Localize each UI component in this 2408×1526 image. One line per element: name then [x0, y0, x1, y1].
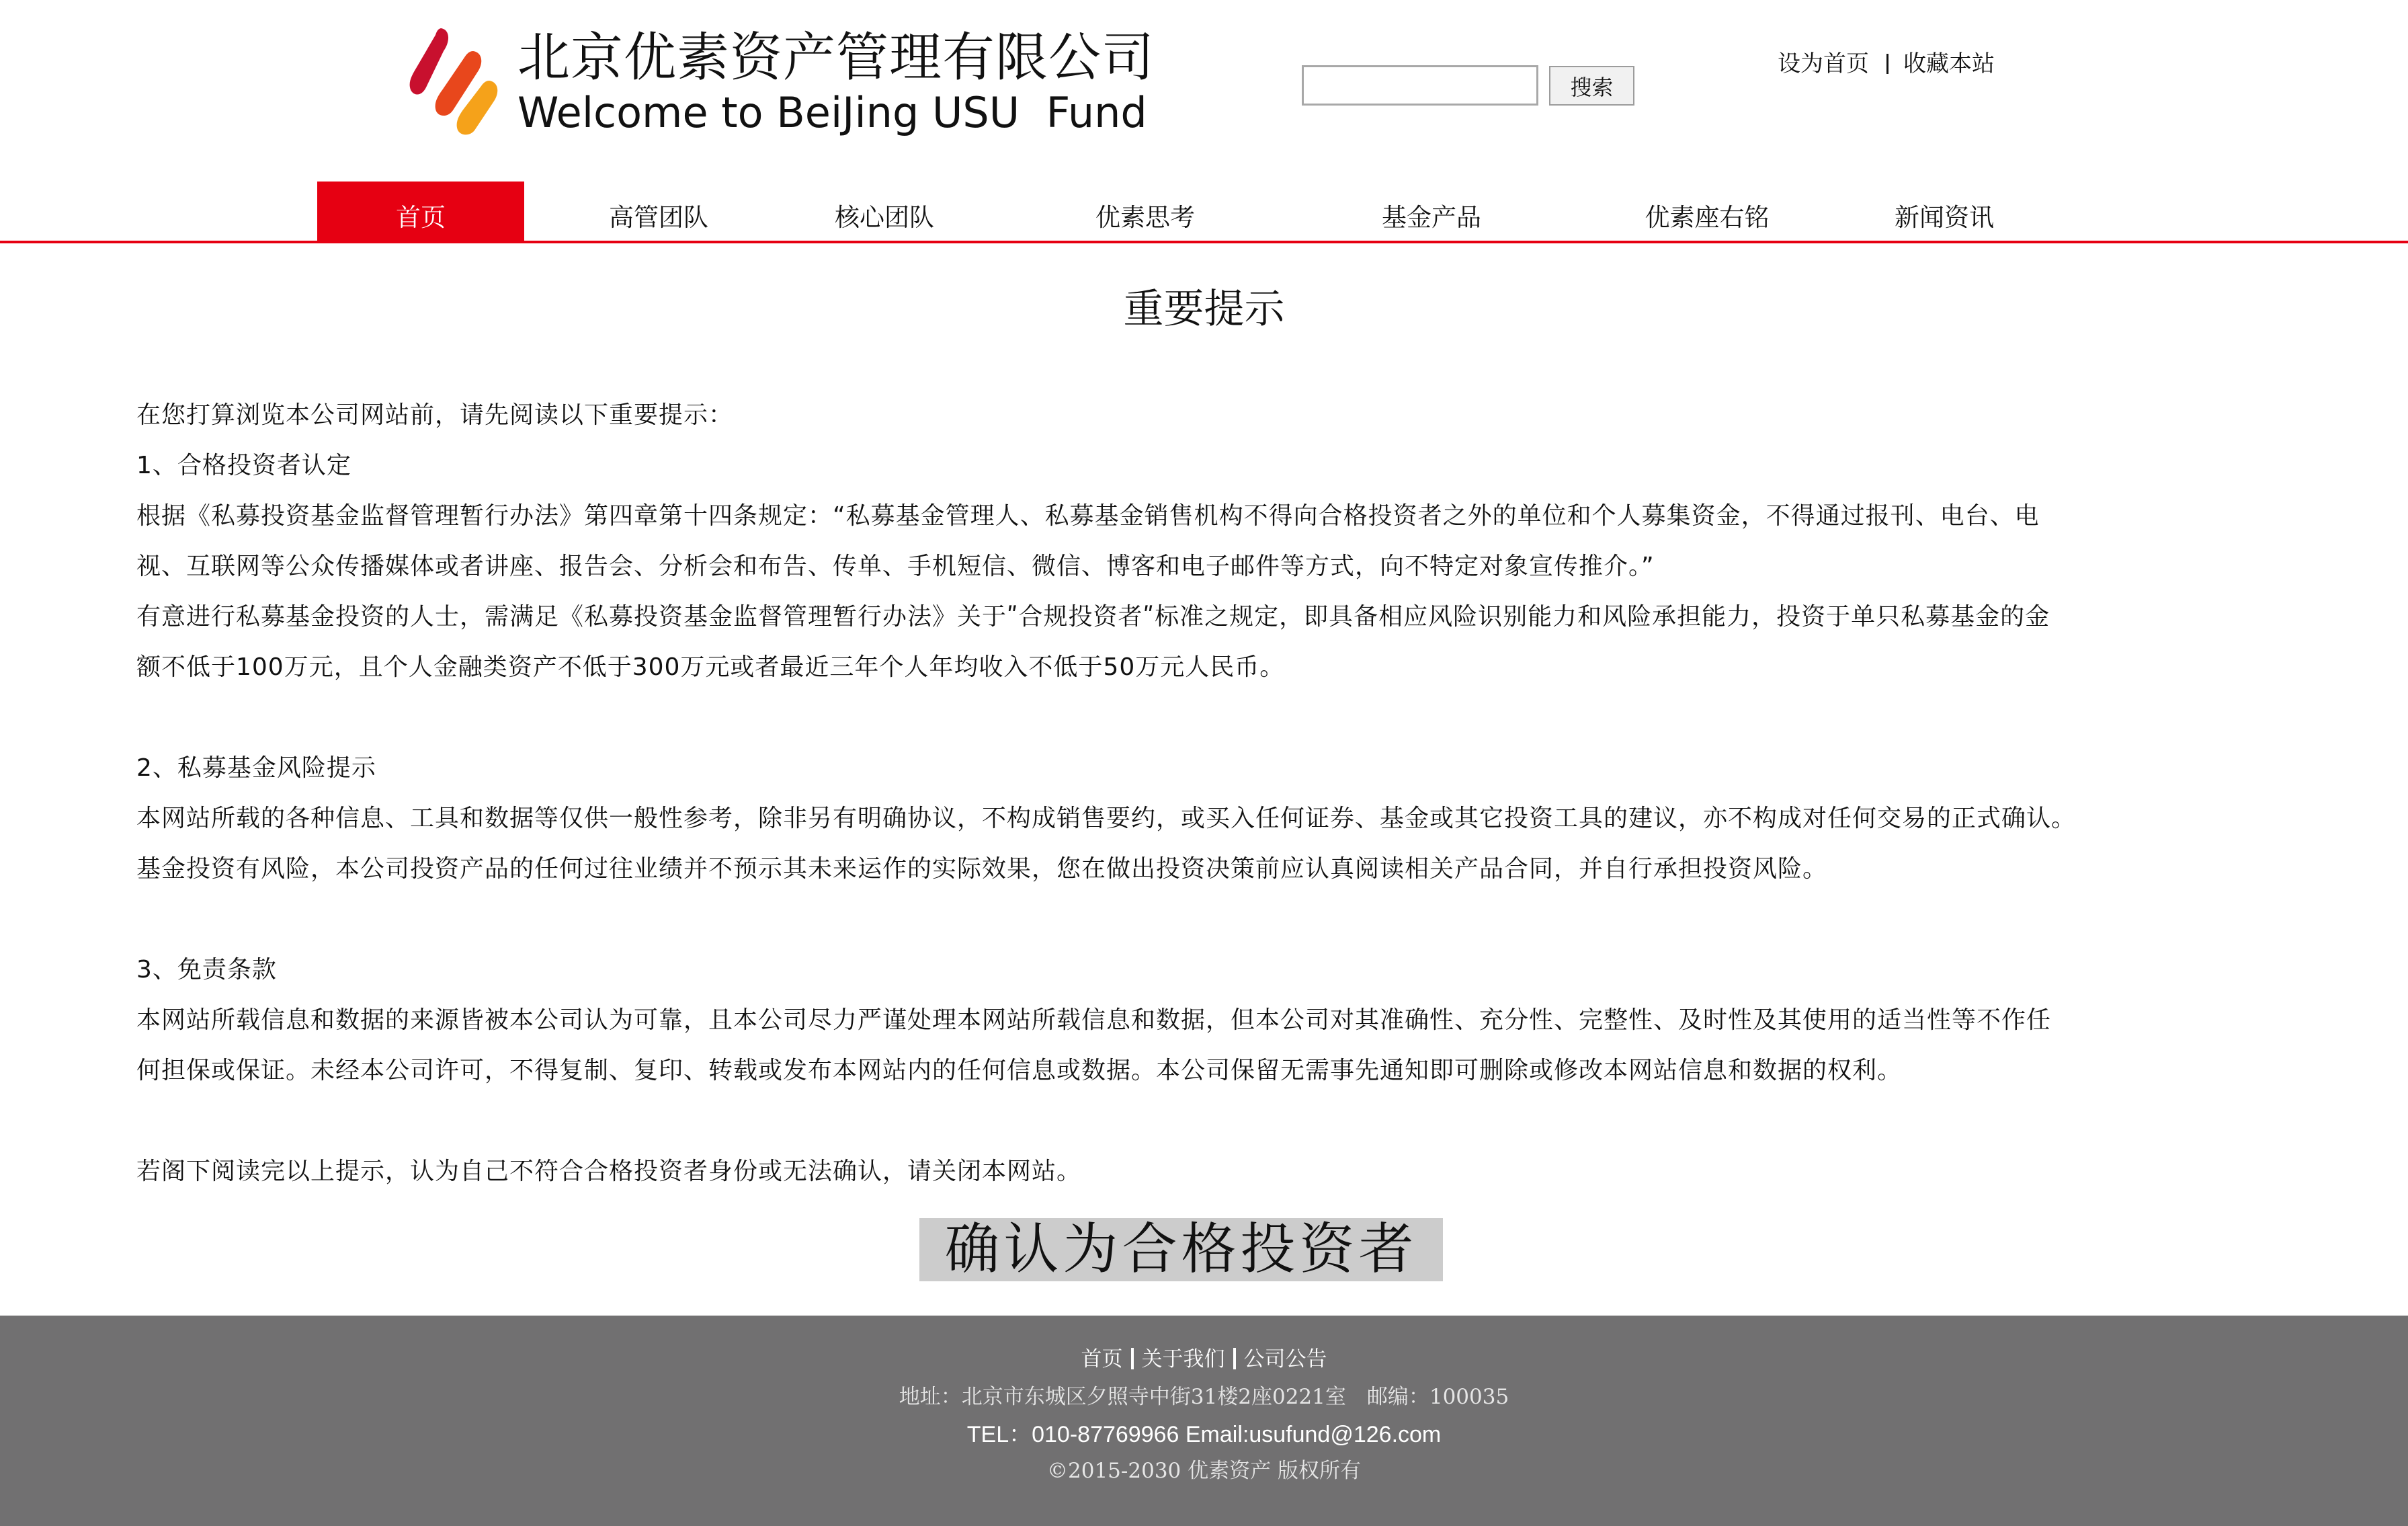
page-title: 重要提示 — [1123, 286, 1285, 333]
section3-heading: 3、免责条款 — [136, 956, 277, 983]
nav-item-home[interactable]: 首页 — [317, 182, 524, 241]
site-footer — [0, 1316, 2408, 1526]
notice-content — [136, 390, 2287, 1197]
section3-text: 本网站所载信息和数据的来源皆被本公司认为可靠，且本公司尽力严谨处理本网站所载信息和数据，但本公司对其准确性、充分性、完整性、及时性及其使用的适当性等不作任 — [136, 1006, 2052, 1034]
top-links-divider — [1886, 54, 1888, 74]
top-links — [1778, 47, 1995, 81]
section1-heading: 1、合格投资者认定 — [136, 452, 351, 479]
nav-item-news[interactable]: 新闻资讯 — [1895, 203, 1994, 232]
bookmark-link[interactable]: 收藏本站 — [1903, 50, 1995, 77]
footer-link-divider — [1131, 1348, 1134, 1369]
section3-text: 何担保或保证。未经本公司许可，不得复制、复印、转载或发布本网站内的任何信息或数据。本公司保留无需事先通知即可删除或修改本网站信息和数据的权利。 — [136, 1057, 1903, 1084]
confirm-qualified-investor-button[interactable]: 确认为合格投资者 — [919, 1218, 1443, 1281]
footer-link-announcements[interactable]: 公司公告 — [1243, 1347, 1327, 1371]
section1-text: 视、互联网等公众传播媒体或者讲座、报告会、分析会和布告、传单、手机短信、微信、博客和电子邮件等方式，向不特定对象宣传推介。” — [136, 553, 1655, 580]
footer-contact: TEL：010-87769966 Email:usufund@126.com — [966, 1422, 1442, 1447]
search-input[interactable] — [1302, 65, 1538, 106]
usu-logo-stripes-icon[interactable] — [409, 26, 499, 136]
nav-item-usu-motto[interactable]: 优素座右铭 — [1645, 203, 1770, 232]
site-header — [0, 0, 2408, 182]
section2-text: 基金投资有风险，本公司投资产品的任何过往业绩并不预示其未来运作的实际效果，您在做出投资决策前应认真阅读相关产品合同，并自行承担投资风险。 — [136, 855, 1828, 883]
section1-text: 额不低于100万元，且个人金融类资产不低于300万元或者最近三年个人年均收入不低于50万元人民币。 — [136, 653, 1285, 681]
nav-item-executive-team[interactable]: 高管团队 — [609, 203, 708, 232]
section1-text: 有意进行私募基金投资的人士，需满足《私募投资基金监督管理暂行办法》关于ʺ合规投资者ʺ标准之规定，即具备相应风险识别能力和风险承担能力，投资于单只私募基金的金 — [136, 603, 2050, 631]
nav-item-usu-thinking[interactable]: 优素思考 — [1095, 203, 1195, 232]
company-name-en: Welcome to BeiJing USU Fund — [517, 88, 1147, 137]
closing-notice: 若阁下阅读完以上提示，认为自己不符合合格投资者身份或无法确认，请关闭本网站。 — [136, 1158, 1082, 1185]
footer-address: 地址：北京市东城区夕照寺中街31楼2座0221室 邮编：100035 — [899, 1385, 1509, 1409]
nav-item-core-team[interactable]: 核心团队 — [835, 203, 934, 232]
section2-heading: 2、私募基金风险提示 — [136, 754, 376, 782]
notice-intro: 在您打算浏览本公司网站前，请先阅读以下重要提示： — [136, 401, 734, 429]
section2-text: 本网站所载的各种信息、工具和数据等仅供一般性参考，除非另有明确协议，不构成销售要约，或买入任何证券、基金或其它投资工具的建议，亦不构成对任何交易的正式确认。 — [136, 805, 2077, 832]
search-button[interactable]: 搜索 — [1549, 66, 1634, 106]
footer-link-about[interactable]: 关于我们 — [1141, 1347, 1225, 1371]
nav-underline — [0, 241, 2408, 243]
main-nav — [0, 182, 2408, 243]
nav-item-fund-products[interactable]: 基金产品 — [1382, 203, 1481, 232]
footer-link-home[interactable]: 首页 — [1081, 1347, 1123, 1371]
footer-link-divider — [1233, 1348, 1236, 1369]
company-name-cn: 北京优素资产管理有限公司 — [517, 28, 1155, 88]
set-homepage-link[interactable]: 设为首页 — [1778, 50, 1869, 77]
footer-links — [0, 1342, 2408, 1376]
section1-text: 根据《私募投资基金监督管理暂行办法》第四章第十四条规定：“私募基金管理人、私募基金销售机构不得向合格投资者之外的单位和个人募集资金，不得通过报刊、电台、电 — [136, 502, 2040, 530]
footer-copyright: ©2015-2030 优素资产 版权所有 — [1047, 1459, 1361, 1483]
